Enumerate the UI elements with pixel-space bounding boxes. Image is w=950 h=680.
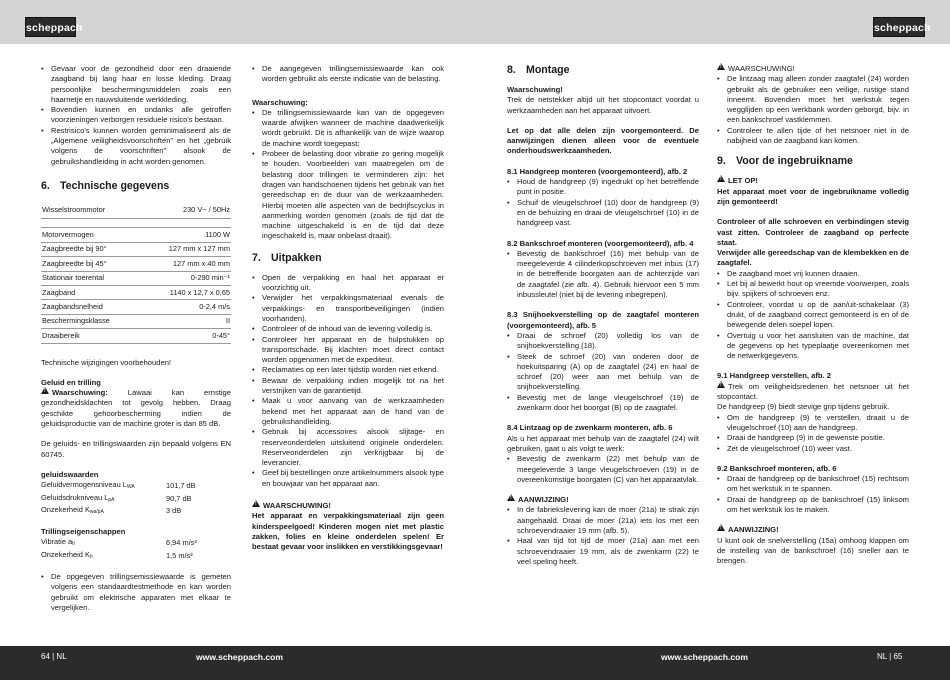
value-cell: 1,5 m/s² [166,550,193,560]
section-number: 6. [41,179,50,192]
table-row [41,300,231,314]
section-7-heading [252,252,444,265]
table-row [41,505,231,517]
warning-text: Trek om veiligheidsredenen het netsnoer uit het stopcontact. [717,381,909,402]
list-item: • Bovendien kunnen en ondanks alle getroffen voorzieningen verborgen residuele risico's bestaan. [41,105,231,126]
website-link-right[interactable]: www.scheppach.com [661,652,749,662]
list-item: • In de fabriekslevering kan de moer (21a) te strak zijn aangehaald. Draai de moer (21a) iets los met een schroevendraaier 19 mm (afb. 5). [507,505,699,536]
list-item: • Open de verpakking en haal het apparaat er voorzichtig uit. [252,273,444,294]
subsection-9-1-intro: De handgreep (9) biedt stevige grip tijdens gebruik. [717,402,890,412]
warning-triangle-icon [717,381,725,388]
vibration-heading: Trillingseigenschappen [41,527,126,537]
warning-triangle-icon [717,175,725,182]
list-item: • Draai de handgreep op de bankschroef (15) linksom om het werkstuk los te maken. [717,495,909,516]
value-label: Onzekerheid $K_h$ [41,549,93,560]
header-bar [0,0,950,44]
value-label: Vibratie $a_h$ [41,537,75,548]
vibration-bullet-list [252,64,444,85]
spec-label: Draaibereik [41,329,141,343]
spec-value: 127 mm x 40 mm [141,257,231,271]
table-row [41,550,231,562]
table-row [41,286,231,300]
list-item: • Verwijder het verpakkingsmateriaal evenals de verpakkings- en transportbeveiligingen (indien voorhanden). [252,293,444,324]
spec-label: Zaagband [41,286,141,300]
list-item: • Bewaar de verpakking indien mogelijk tot na het verstrijken van de garantietijd. [252,376,444,397]
spec-value: 1100 W [141,228,231,242]
remove-tools-text: Verwijder alle gereedschap van de klembekken en de zaagtafel. [717,248,909,268]
value-label: Geluidsdrukniveau $L_{pA}$ [41,492,115,503]
section-title: Uitpakken [271,251,322,264]
section-9-heading [717,155,909,168]
warning-triangle-icon [717,524,725,531]
list-item: • Bevestig de bankschroef (16) met behulp van de meegeleverde 4 cilinderkopschroeven met inbus (17) in de betreffende boorgaten aan de achterzijde van de zaagtafel (zie afb. 4). Gebruik hiervoor een 5 mm inbussleutel (niet bij de levering inbegrepen). [507,249,699,300]
list-item: • Let bij al bewerkt hout op vreemde voorwerpen, zoals bijv. spijkers of schroeven enz. [717,279,909,300]
column-4 [717,64,909,566]
list-item: • Om de handgreep (9) te verstellen, draait u de vleugelschroef (10) aan de handgreep. [717,413,909,434]
warning-bullet-list [252,108,444,242]
list-item: • Maak u voor aanvang van de werkzaamheden bekend met het apparaat aan de hand van de gebruikshandleiding. [252,396,444,427]
spec-label: Wisselstroommotor [41,201,141,219]
brand-logo-left: scheppach [25,17,76,37]
list-item: • Bevestig de zwenkarm (22) met behulp van de meegeleverde 3 lange vleugelschroeven (19) in de overeenkomstige boorgaten (C) van het apparaatvlak. [507,454,699,485]
list-item: • Draai de schroef (20) volledig los van de snijhoekverstelling (18). [507,331,699,352]
list-item: • Geef bij bestellingen onze artikelnummers alsook type en bouwjaar van het apparaat aan. [252,468,444,489]
startup-check-list [717,269,909,362]
spec-label: Zaagbreedte bij 45° [41,257,141,271]
list-item: • Overtuig u voor het aansluiten van de machine, dat de gegevens op het typeplaatje overeenkomen met de netwerkgegevens. [717,331,909,362]
table-row [41,493,231,505]
tech-note: Technische wijzigingen voorbehouden! [41,357,172,367]
subsection-9-2-list [717,474,909,515]
page-number-right: NL | 65 [877,652,903,661]
list-item: • De aangegeven trillingsemissiewaarde kan ook worden gebruikt als eerste indicatie van de belasting. [252,64,444,85]
table-row [41,480,231,492]
list-item: • Haal van tijd tot tijd de moer (21a) aan met een schroevendraaier 19 mm, als de zwenkarm (22) te veel speling heeft. [507,536,699,567]
section-number: 7. [252,251,261,264]
warning-label: WAARSCHUWING! [263,500,331,510]
spec-label: Beschermingsklasse [41,314,141,328]
spec-table [41,201,231,344]
subsection-8-1-heading: 8.1 Handgreep monteren (voorgemonteerd), afb. 2 [507,166,688,176]
subsection-8-2-list [507,249,699,300]
column-2 [252,64,444,552]
child-warning-heading [252,501,444,511]
section-title: Technische gegevens [60,179,170,192]
vibration-table [41,537,231,562]
table-spacer [41,219,231,228]
spec-value: 0-290 min⁻¹ [141,271,231,285]
subsection-8-3-list [507,331,699,413]
spec-value: 230 V~ / 50Hz [141,201,231,219]
check-screws-text: Controleer of alle schroeven en verbindingen stevig vast zitten. Controleer de zaagband op perfecte staat. [717,217,909,247]
note-text: U kunt ook de snelverstelling (15a) omhoog klappen om de instelling van de bankschroef (16) sneller aan te brengen. [717,535,909,566]
value-label: Onzekerheid $K_{wa/pA}$ [41,504,104,515]
list-item: • Bevestig met de lange vleugelschroef (19) de zwenkarm door het boorgat (B) op de zaagtafel. [507,393,699,414]
caution-label: LET OP! [728,176,758,186]
website-link-left[interactable]: www.scheppach.com [196,652,284,662]
table-row [41,201,231,219]
value-cell: 101,7 dB [166,481,196,491]
caution-heading [717,176,909,186]
warning-label: Waarschuwing: [52,388,108,398]
subsection-9-1-list [717,413,909,454]
child-warning-text: Het apparaat en verpakkingsmateriaal zijn geen kinderspeelgoed! Kinderen mogen niet met plastic zakken, folies en kleine onderdelen spelen! Er bestaat gevaar voor inslikken en verstikkingsgevaar! [252,511,444,552]
note-heading [507,495,699,505]
list-item: • Houd de handgreep (9) ingedrukt op het betreffende punt in positie. [507,177,699,198]
sound-values-table [41,480,231,517]
spec-label: Motorvermogen [41,228,141,242]
table-row [41,537,231,549]
spec-value: 1140 x 12,7 x 0,65 [141,286,231,300]
list-item: • De zaagband moet vrij kunnen draaien. [717,269,909,279]
list-item: • Steek de schroef (20) van onderen door de hoekuitsparing (A) op de zaagtafel (24) en haal de schroef (20) weer aan met behulp van de snijhoekverstelling. [507,352,699,393]
table-row [41,242,231,256]
warning-heading: Waarschuwing! [507,85,563,94]
list-item: • Controleer het apparaat en de hulpstukken op transportschade. Bij klachten moet direct contact worden opgenomen met de expediteur. [252,335,444,366]
section-number: 9. [717,155,726,168]
note-label: AANWIJZING! [518,495,569,505]
noise-standard-text: De geluids- en trillingswaarden zijn bepaald volgens EN 60745. [41,439,231,459]
spec-label: Zaagbandsnelheid [41,300,141,314]
list-item: • Gevaar voor de gezondheid door een draaiende zaagband bij lang haar en losse kleding. Draag persoonlijke beschermingsmiddelen zoals een haarnetje en nauwsluitende werkkleding. [41,64,231,105]
warning-text: Lawaai kan ernstige gezondheidsklachten tot gevolg hebben. Draag geschikte gehoorbescherming indien de geluidsproductie van de machine groter is dan 85 dB. [41,388,231,429]
subsection-9-1-warning [717,382,909,403]
spec-value: 0-45° [141,329,231,343]
footer-bar [0,646,950,680]
caution-text: Het apparaat moet voor de ingebruikname volledig zijn gemonteerd! [717,186,909,206]
warning-triangle-icon [41,387,49,394]
risk-bullet-list [41,64,231,167]
value-cell: 90,7 dB [166,493,192,503]
value-cell: 6,94 m/s² [166,538,197,548]
warning-bullet-list [717,74,909,146]
spec-label: Stationair toerental [41,271,141,285]
warning-label: WAARSCHUWING! [728,64,795,73]
list-item: • Controleer of de inhoud van de levering volledig is. [252,324,444,334]
noise-warning [41,388,231,429]
list-item: • Restrisico's kunnen worden geminimaliseerd als de „Algemene veiligheidsvoorschriften" en het „gebruik volgens de voorschriften" alsook de gebruikshandleiding in acht worden genomen. [41,126,231,167]
table-row [41,271,231,285]
vibration-bullet-list [41,572,231,613]
value-cell: 3 dB [166,505,182,515]
brand-logo-right: scheppach [873,17,925,37]
list-item: • De trillingsemissiewaarde kan van de opgegeven waarde afwijken wanneer de machine daadwerkelijk wordt gebruikt. Dit is afhankelijk van de wijze waarop de machine wordt toegepast; [252,108,444,149]
subsection-8-4-heading: 8.4 Lintzaag op de zwenkarm monteren, afb. 6 [507,423,673,433]
section-8-heading [507,64,699,77]
subsection-8-4-intro: Als u het apparaat met behulp van de zaagtafel (24) wilt gebruiken, gaat u als volgt te werk: [507,433,699,453]
unpack-bullet-list [252,273,444,489]
list-item: • Draai de handgreep (9) in de gewenste positie. [717,433,909,443]
subsection-8-4-list [507,454,699,485]
premount-note: Let op dat alle delen zijn voorgemonteerd. De aanwijzingen dienen alleen voor de eventuele onderhoudswerkzaamheden. [507,125,699,156]
column-3 [507,64,699,567]
warning-heading [717,64,909,74]
note-label: AANWIJZING! [728,525,779,535]
value-label: Geluidvermogensniveau $L_{WA}$ [41,480,135,491]
list-item: • Schuif de vleugelschroef (10) door de handgreep (9) en de behuizing en draai de vleugelschroef (10) in de handgreep vast. [507,198,699,229]
section-number: 8. [507,64,516,76]
subsection-8-2-heading: 8.2 Bankschroef monteren (voorgemonteerd), afb. 4 [507,238,694,248]
list-item: • Gebruik bij accessoires alsook slijtage- en reserveonderdelen uitsluitend originele onderdelen. Reserveonderdelen zijn verkrijgbaar bij de leverancier. [252,427,444,468]
subsection-9-1-heading: 9.1 Handgreep verstellen, afb. 2 [717,371,831,381]
warning-heading: Waarschuwing: [252,97,308,107]
warning-triangle-icon [717,63,725,70]
table-row [41,329,231,343]
spec-value: 0-2,4 m/s [141,300,231,314]
list-item: • De lintzaag mag alleen zonder zaagtafel (24) worden gebruikt als de gebruiker een veilige, rustige stand inneemt. Bovendien moet het werkstuk tegen wegglijden op een werkbank worden geborgd, bijv. in een bankschroef vastklemmen. [717,74,909,125]
subsection-9-2-heading: 9.2 Bankschroef monteren, afb. 6 [717,463,837,473]
section-6-heading [41,180,231,193]
subsection-8-3-heading: 8.3 Snijhoekverstelling op de zaagtafel monteren (voorgemonteerd), afb. 5 [507,310,699,330]
table-row [41,228,231,242]
column-1 [41,64,231,613]
list-item: • Draai de handgreep op de bankschroef (15) rechtsom om het werkstuk in te spannen. [717,474,909,495]
note-heading [717,525,909,535]
warning-triangle-icon [252,500,260,507]
noise-heading: Geluid en trilling [41,377,101,387]
list-item: • Zet de vleugelschroef (10) weer vast. [717,444,909,454]
spec-value: II [141,314,231,328]
section-title: Voor de ingebruikname [736,155,853,168]
note-list [507,505,699,567]
sound-values-heading: geluidswaarden [41,469,99,479]
list-item: • Controleer, voordat u op de aan/uit-schakelaar (3) drukt, of de zaagband correct gemonteerd is en of de bewegende delen soepel lopen. [717,300,909,331]
spec-value: 127 mm x 127 mm [141,242,231,256]
table-row [41,257,231,271]
warning-text: Trek de netstekker altijd uit het stopcontact voordat u werkzaamheden aan het apparaat uitvoert. [507,95,699,115]
list-item: • Controleer te allen tijde of het netsnoer niet in de nabijheid van de zaagband kan komen. [717,126,909,147]
table-row [41,314,231,328]
list-item: • Reclamaties op een later tijdstip worden niet erkend. [252,365,444,375]
subsection-8-1-list [507,177,699,228]
page-number-left: 64 | NL [41,652,67,661]
warning-triangle-icon [507,494,515,501]
spec-label: Zaagbreedte bij 90° [41,242,141,256]
list-item: • Probeer de belasting door vibratie zo gering mogelijk te houden. Voorbeelden van maatregelen om de belasting door trillingen te verminderen zijn: het dragen van handschoenen tijdens het gebruik van het gereedschap en de duur van de werkzaamheden. Hierbij moeten alle aspecten van de bedrijfscyclus in aanmerking worden genomen (zoals de tijd dat de machine uitgeschakeld is en de tijd dat deze ingeschakeld is, maar onbelast draait). [252,149,444,242]
list-item: • De opgegeven trillingsemissiewaarde is gemeten volgens een standaardtestmethode en kan worden gebruikt om elektrische apparaten met elkaar te vergelijken. [41,572,231,613]
section-title: Montage [526,64,570,76]
